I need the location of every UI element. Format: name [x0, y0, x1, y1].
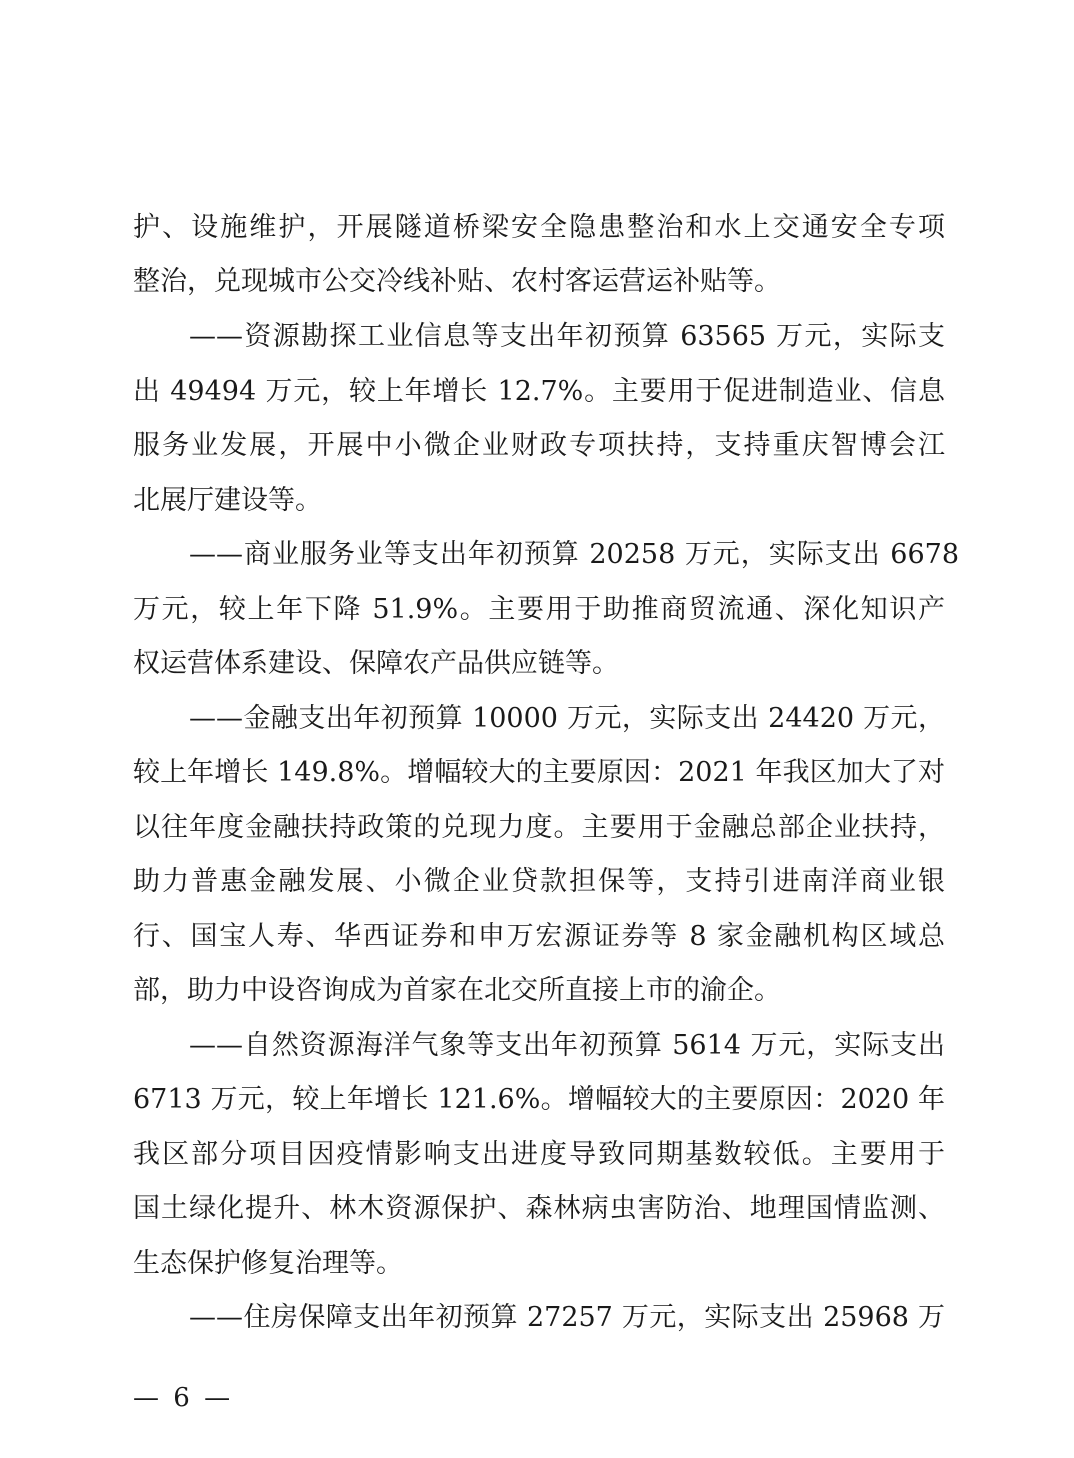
text-line: ——住房保障支出年初预算 27257 万元，实际支出 25968 万	[189, 1302, 945, 1333]
text-line: 国土绿化提升、林木资源保护、森林病虫害防治、地理国情监测、	[133, 1193, 945, 1224]
text-line: 6713 万元，较上年增长 121.6%。增幅较大的主要原因：2020 年	[133, 1084, 945, 1115]
text-line: ——自然资源海洋气象等支出年初预算 5614 万元，实际支出	[189, 1030, 945, 1061]
text-line: 我区部分项目因疫情影响支出进度导致同期基数较低。主要用于	[133, 1139, 945, 1170]
text-line: 护、设施维护，开展隧道桥梁安全隐患整治和水上交通安全专项	[133, 212, 945, 243]
text-line: 助力普惠金融发展、小微企业贷款担保等，支持引进南洋商业银	[133, 866, 945, 897]
text-line: 服务业发展，开展中小微企业财政专项扶持，支持重庆智博会江	[133, 430, 945, 461]
text-line: ——商业服务业等支出年初预算 20258 万元，实际支出 6678	[189, 539, 959, 570]
text-line: 生态保护修复治理等。	[133, 1248, 403, 1279]
text-line: ——金融支出年初预算 10000 万元，实际支出 24420 万元，	[189, 703, 945, 734]
text-line: 权运营体系建设、保障农产品供应链等。	[133, 648, 619, 679]
text-line: 北展厅建设等。	[133, 485, 322, 516]
text-line: 部，助力中设咨询成为首家在北交所直接上市的渝企。	[133, 975, 781, 1006]
text-line: 行、国宝人寿、华西证券和申万宏源证券等 8 家金融机构区域总	[133, 921, 945, 952]
page-number: — 6 —	[133, 1383, 234, 1413]
text-line: 较上年增长 149.8%。增幅较大的主要原因：2021 年我区加大了对	[133, 757, 945, 788]
text-line: 出 49494 万元，较上年增长 12.7%。主要用于促进制造业、信息	[133, 376, 945, 407]
text-line: 以往年度金融扶持政策的兑现力度。主要用于金融总部企业扶持，	[133, 812, 945, 843]
text-line: ——资源勘探工业信息等支出年初预算 63565 万元，实际支	[189, 321, 945, 352]
text-line: 万元，较上年下降 51.9%。主要用于助推商贸流通、深化知识产	[133, 594, 945, 625]
text-line: 整治，兑现城市公交冷线补贴、农村客运营运补贴等。	[133, 266, 781, 297]
